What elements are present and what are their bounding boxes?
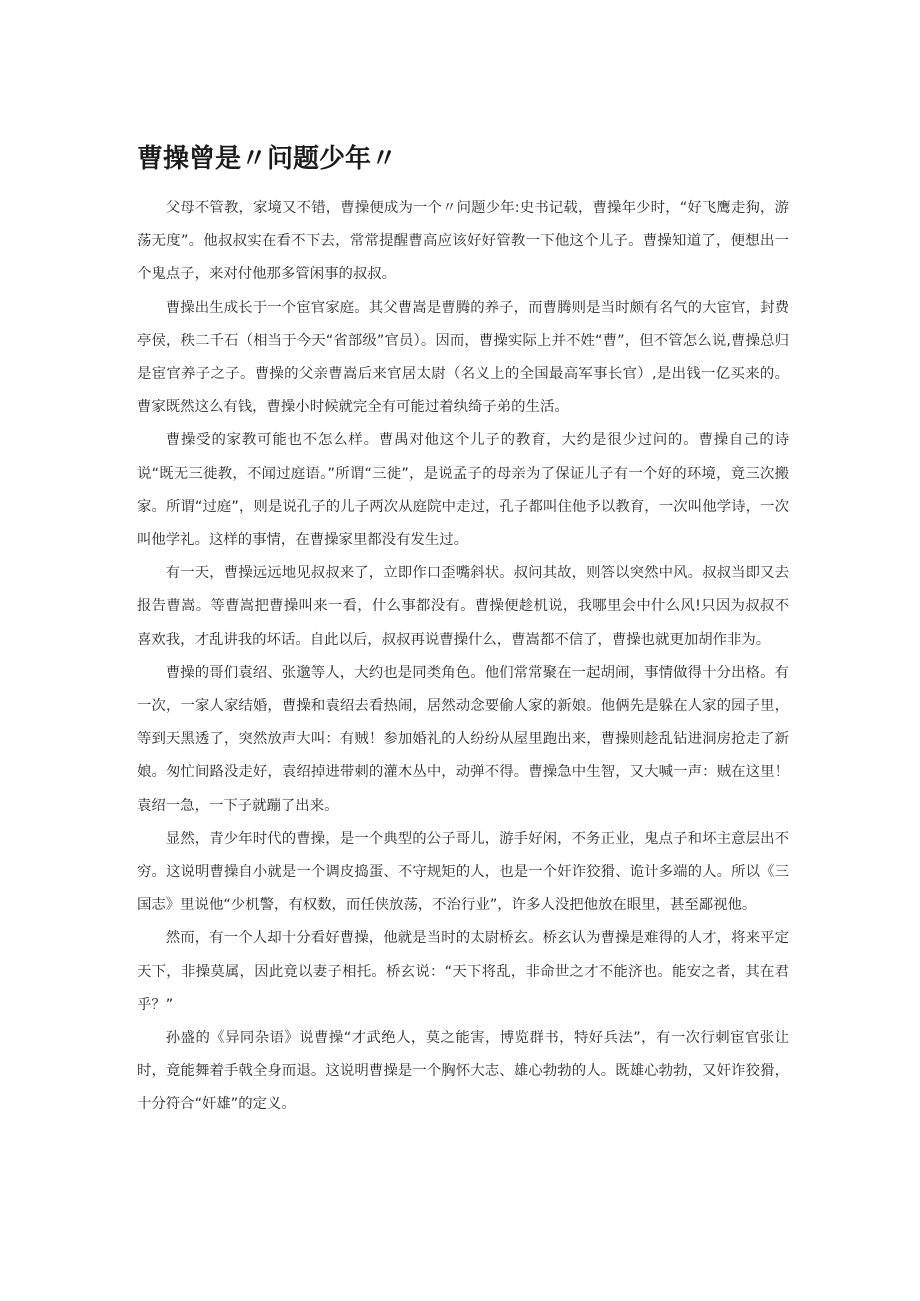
document-title: 曹操曾是〃问题少年〃 <box>137 144 398 174</box>
paragraph: 曹操的哥们袁绍、张邈等人，大约也是同类角色。他们常常聚在一起胡闹，事情做得十分出格。有一次，一家人家结婚，曹操和袁绍去看热闹，居然动念要偷人家的新娘。他俩先是躲在人家的园子里，等到天黑透了，突然放声大叫：有贼！参加婚礼的人纷纷从屋里跑出来，曹操则趁乱钻进洞房抢走了新娘。匆忙间路没走好，袁绍掉进带刺的灌木丛中，动弹不得。曹操急中生智，又大喊一声：贼在这里！袁绍一急，一下子就蹦了出来。 <box>137 664 789 814</box>
paragraph: 有一天，曹操远远地见叔叔来了，立即作口歪嘴斜状。叔问其故，则答以突然中风。叔叔当即又去报告曹嵩。等曹嵩把曹操叫来一看，什么事都没有。曹操便趁机说，我哪里会中什么风!只因为叔叔不喜欢我，才乱讲我的坏话。自此以后，叔叔再说曹操什么，曹嵩都不信了，曹操也就更加胡作非为。 <box>137 565 789 648</box>
paragraph: 孙盛的《异同杂语》说曹操“才武绝人，莫之能害，博览群书，特好兵法”，有一次行刺宦官张让时，竟能舞着手戟全身而退。这说明曹操是一个胸怀大志、雄心勃勃的人。既雄心勃勃，又奸诈狡猾，十分符合“奸雄”的定义。 <box>137 1030 789 1113</box>
paragraph: 曹操受的家教可能也不怎么样。曹禺对他这个儿子的教育，大约是很少过问的。曹操自己的诗说“既无三徙教，不闻过庭语。”所谓“三徙”，是说孟子的母亲为了保证儿子有一个好的环境，竟三次搬家。所谓“过庭”，则是说孔子的儿子两次从庭院中走过，孔子都叫住他予以教育，一次叫他学诗，一次叫他学礼。这样的事情，在曹操家里都没有发生过。 <box>137 432 789 549</box>
paragraph: 显然，青少年时代的曹操，是一个典型的公子哥儿，游手好闲，不务正业，鬼点子和坏主意层出不穷。这说明曹操自小就是一个调皮捣蛋、不守规矩的人，也是一个奸诈狡猾、诡计多端的人。所以《三国志》里说他“少机警，有权数，而任侠放荡，不治行业”，许多人没把他放在眼里，甚至鄙视他。 <box>137 830 789 914</box>
paragraph: 父母不管教，家境又不错，曹操便成为一个〃问题少年:史书记载，曹操年少时，“好飞鹰走狗，游荡无度”。他叔叔实在看不下去，常常提醒曹高应该好好管教一下他这个儿子。曹操知道了，便想出一个鬼点子，来对付他那多管闲事的叔叔。 <box>137 200 789 283</box>
paragraph: 然而，有一个人却十分看好曹操，他就是当时的太尉桥玄。桥玄认为曹操是难得的人才，将来平定天下，非操莫属，因此竟以妻子相托。桥玄说：“天下将乱，非命世之才不能济也。能安之者，其在君乎？” <box>137 930 789 1013</box>
paragraph: 曹操出生成长于一个宦官家庭。其父曹嵩是曹腾的养子，而曹腾则是当时颇有名气的大宦官，封费亭侯，秩二千石（相当于今天“省部级”官员）。因而，曹操实际上并不姓“曹”，但不管怎么说,曹操总归是宦官养子之子。曹操的父亲曹嵩后来官居太尉（名义上的全国最高军事长官）,是出钱一亿买来的。曹家既然这么有钱，曹操小时候就完全有可能过着纨绮子弟的生活。 <box>137 299 789 416</box>
document-body <box>137 192 789 1122</box>
